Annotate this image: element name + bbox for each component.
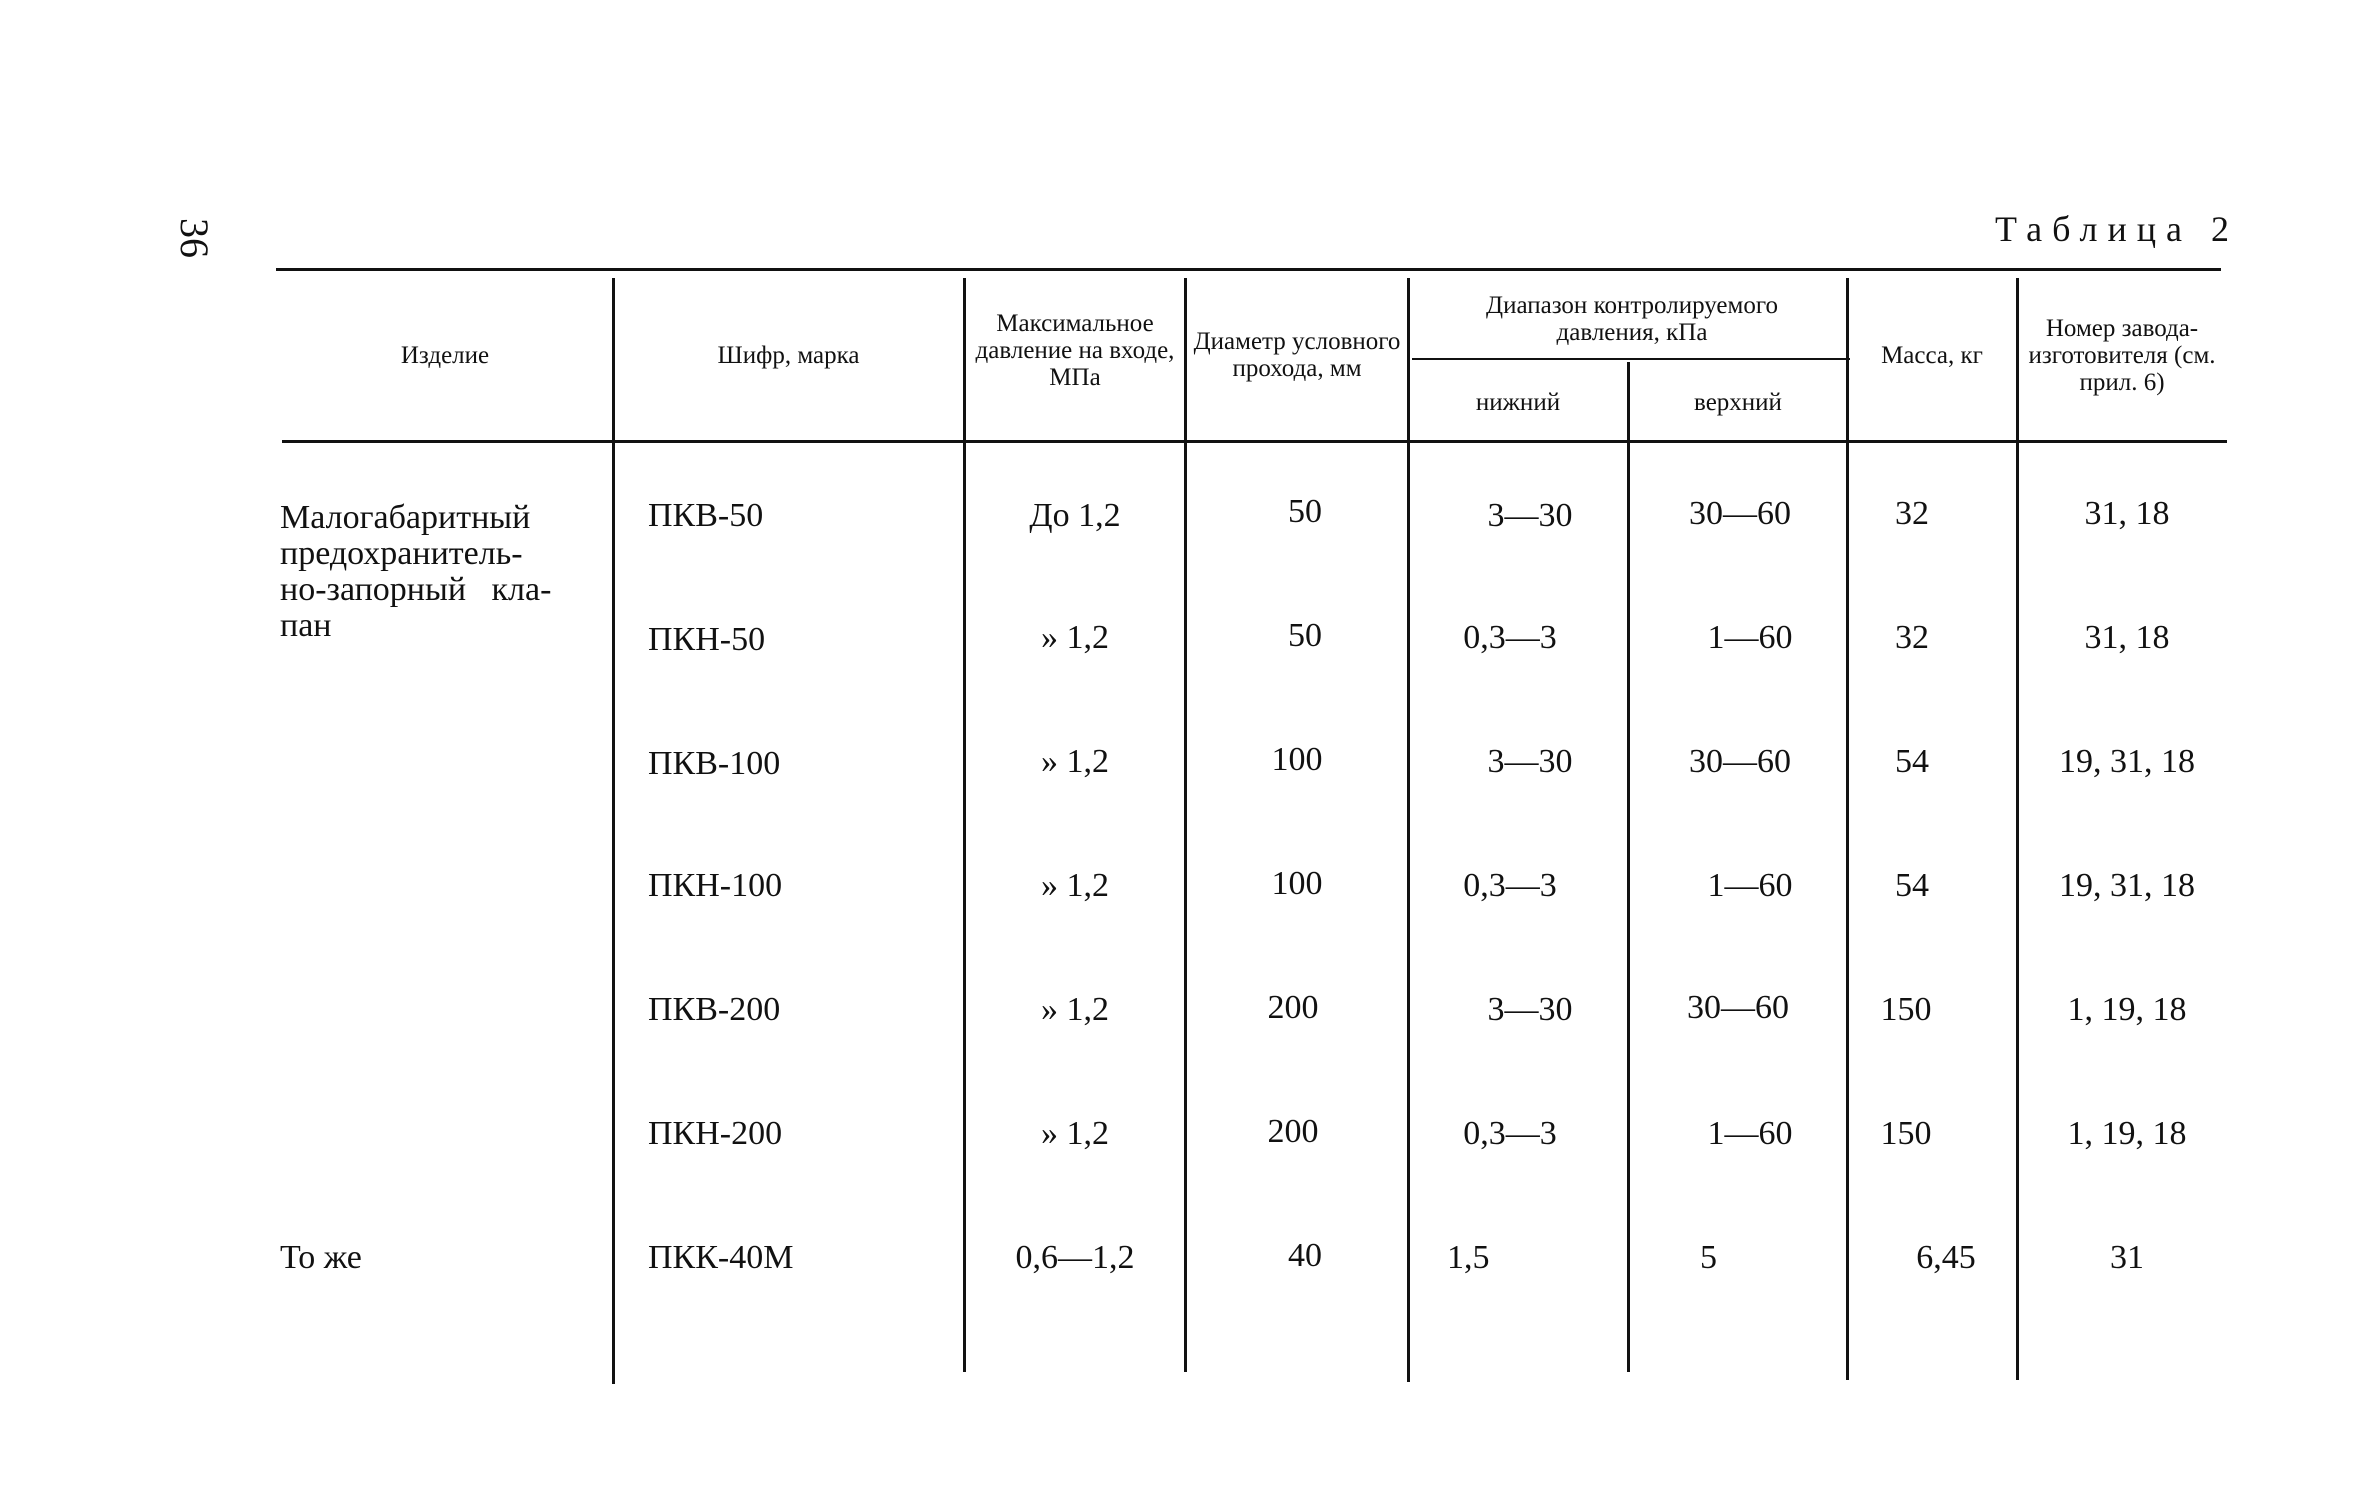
diameter-cell: 200: [1267, 1113, 1319, 1150]
product-name-line: но-запорный кла-: [280, 571, 552, 608]
factory-cell: 19, 31, 18: [2059, 743, 2195, 780]
factory-cell: 31, 18: [2084, 495, 2170, 532]
range-lower-cell: 0,3—3: [1463, 1115, 1557, 1152]
range-upper-cell: 30—60: [1687, 989, 1789, 1026]
code-cell: ПКК-40М: [648, 1239, 794, 1276]
max-pressure-cell: До 1,2: [1029, 497, 1121, 534]
factory-cell: 31: [2110, 1239, 2144, 1276]
code-cell: ПКВ-100: [648, 745, 781, 782]
range-upper-cell: 30—60: [1689, 495, 1791, 532]
code-cell: ПКВ-50: [648, 497, 764, 534]
table-top-rule: [276, 268, 2221, 271]
header-range: Диапазон контролируемого давления, кПа: [1486, 292, 1778, 346]
diameter-cell: 50: [1288, 493, 1322, 530]
diameter-cell: 50: [1288, 617, 1322, 654]
range-lower-cell: 3—30: [1487, 743, 1573, 780]
product-name-line: предохранитель-: [280, 535, 523, 572]
range-upper-cell: 1—60: [1707, 1115, 1793, 1152]
header-code: Шифр, марка: [717, 341, 860, 369]
column-divider: [2016, 278, 2019, 1380]
diameter-cell: 100: [1271, 865, 1323, 902]
header-mass: Масса, кг: [1881, 341, 1983, 369]
header-bottom-rule: [282, 440, 2227, 443]
range-lower-cell: 3—30: [1487, 497, 1573, 534]
max-pressure-cell: 0,6—1,2: [1015, 1239, 1135, 1276]
max-pressure-cell: » 1,2: [1041, 1115, 1109, 1152]
range-lower-cell: 0,3—3: [1463, 619, 1557, 656]
page-number: 36: [172, 218, 217, 258]
column-divider: [1846, 278, 1849, 1380]
max-pressure-cell: » 1,2: [1041, 743, 1109, 780]
range-subheader-rule: [1412, 358, 1850, 360]
product-name: [280, 500, 610, 644]
table-caption: Таблица 2: [1995, 209, 2239, 249]
header-range-upper: верхний: [1694, 388, 1782, 416]
mass-cell: 150: [1880, 991, 1932, 1028]
range-lower-cell: 1,5: [1447, 1239, 1490, 1276]
max-pressure-cell: » 1,2: [1041, 991, 1109, 1028]
column-divider: [1407, 278, 1410, 1382]
diameter-cell: 100: [1271, 741, 1323, 778]
factory-cell: 31, 18: [2084, 619, 2170, 656]
range-upper-cell: 5: [1700, 1239, 1717, 1276]
mass-cell: 6,45: [1916, 1239, 1976, 1276]
code-cell: ПКН-100: [648, 867, 783, 904]
code-cell: ПКВ-200: [648, 991, 781, 1028]
column-divider: [963, 278, 966, 1372]
product-name: [280, 1240, 610, 1276]
range-upper-cell: 1—60: [1707, 867, 1793, 904]
diameter-cell: 200: [1267, 989, 1319, 1026]
range-lower-cell: 3—30: [1487, 991, 1573, 1028]
column-divider: [612, 278, 615, 1384]
factory-cell: 1, 19, 18: [2067, 991, 2187, 1028]
max-pressure-cell: » 1,2: [1041, 867, 1109, 904]
header-range-lower: нижний: [1475, 388, 1561, 416]
range-lower-cell: 0,3—3: [1463, 867, 1557, 904]
mass-cell: 32: [1895, 495, 1929, 532]
diameter-cell: 40: [1288, 1237, 1322, 1274]
factory-cell: 1, 19, 18: [2067, 1115, 2187, 1152]
mass-cell: 32: [1895, 619, 1929, 656]
mass-cell: 54: [1895, 743, 1929, 780]
product-name-line: пан: [280, 607, 332, 644]
header-product: Изделие: [400, 341, 490, 369]
header-factory: Номер завода-изготовителя (см. прил. 6): [2028, 314, 2216, 396]
range-upper-cell: 1—60: [1707, 619, 1793, 656]
code-cell: ПКН-200: [648, 1115, 783, 1152]
max-pressure-cell: » 1,2: [1041, 619, 1109, 656]
column-divider: [1184, 278, 1187, 1372]
factory-cell: 19, 31, 18: [2059, 867, 2195, 904]
product-name-line: То же: [280, 1239, 362, 1276]
mass-cell: 150: [1880, 1115, 1932, 1152]
product-name-line: Малогабаритный: [280, 499, 531, 536]
mass-cell: 54: [1895, 867, 1929, 904]
code-cell: ПКН-50: [648, 621, 766, 658]
column-divider: [1627, 362, 1630, 1372]
header-diameter: Диаметр условного прохода, мм: [1193, 328, 1401, 382]
range-upper-cell: 30—60: [1689, 743, 1791, 780]
header-max-pressure: Максимальное давление на входе, МПа: [975, 309, 1175, 391]
